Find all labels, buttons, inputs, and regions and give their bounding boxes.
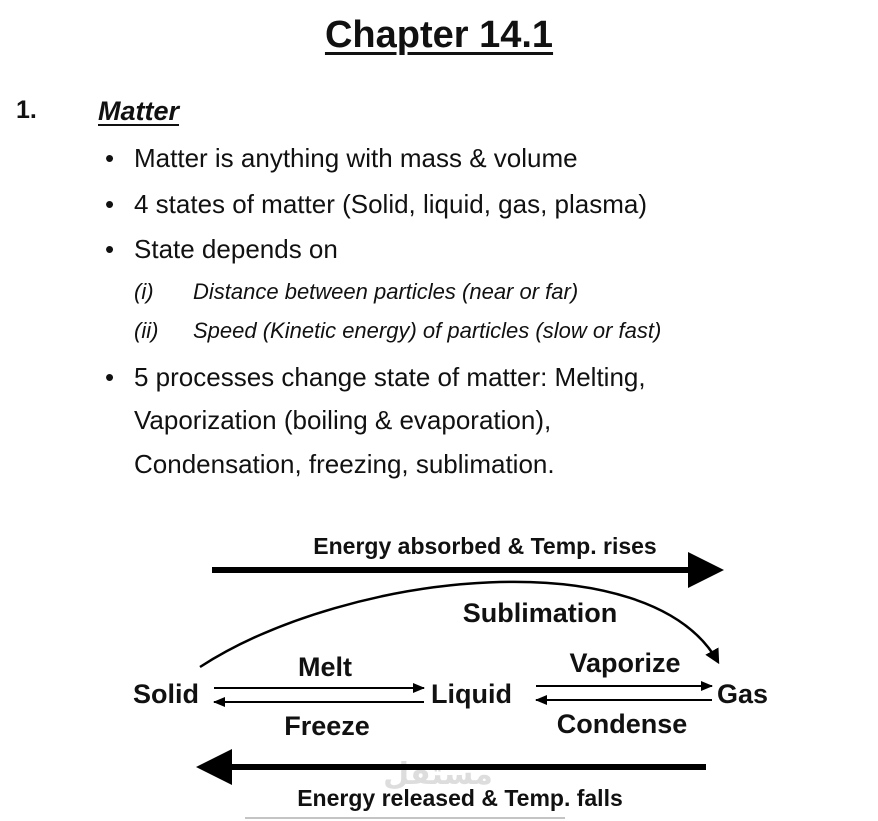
melt-label: Melt	[298, 652, 352, 682]
state-gas-label: Gas	[717, 679, 769, 709]
vaporize-label: Vaporize	[569, 648, 681, 678]
state-liquid-label: Liquid	[431, 679, 512, 709]
sub-item-text-distance: Distance between particles (near or far)	[193, 279, 579, 304]
bullet-text-line-2: Vaporization (boiling & evaporation),	[134, 405, 552, 435]
sub-item-text-speed: Speed (Kinetic energy) of particles (slow or fast)	[193, 318, 662, 343]
bullet-icon: •	[105, 362, 115, 392]
bullet-icon: •	[105, 234, 115, 264]
bullet-text-line-3: Condensation, freezing, sublimation.	[134, 449, 555, 479]
freeze-label: Freeze	[284, 711, 370, 741]
state-solid-label: Solid	[133, 679, 199, 709]
top-arrow-label: Energy absorbed & Temp. rises	[313, 533, 657, 559]
page-title: Chapter 14.1	[324, 14, 554, 56]
bullet-text-line-1: 5 processes change state of matter: Melting,	[134, 362, 646, 392]
sub-item-marker-ii: (ii)	[134, 318, 159, 343]
section-number: 1.	[16, 96, 37, 124]
bullet-text: Matter is anything with mass & volume	[134, 143, 578, 173]
watermark-text: مستقل	[383, 758, 493, 791]
sub-item-marker-i: (i)	[134, 279, 154, 304]
bullet-text: 4 states of matter (Solid, liquid, gas, plasma)	[134, 189, 648, 219]
bullet-text: State depends on	[134, 234, 338, 264]
section-heading: Matter	[98, 96, 180, 126]
bottom-arrow-label: Energy released & Temp. falls	[297, 785, 623, 811]
bullet-icon: •	[105, 189, 115, 219]
sublimation-label: Sublimation	[462, 598, 618, 628]
bullet-icon: •	[105, 143, 115, 173]
condense-label: Condense	[556, 709, 688, 739]
